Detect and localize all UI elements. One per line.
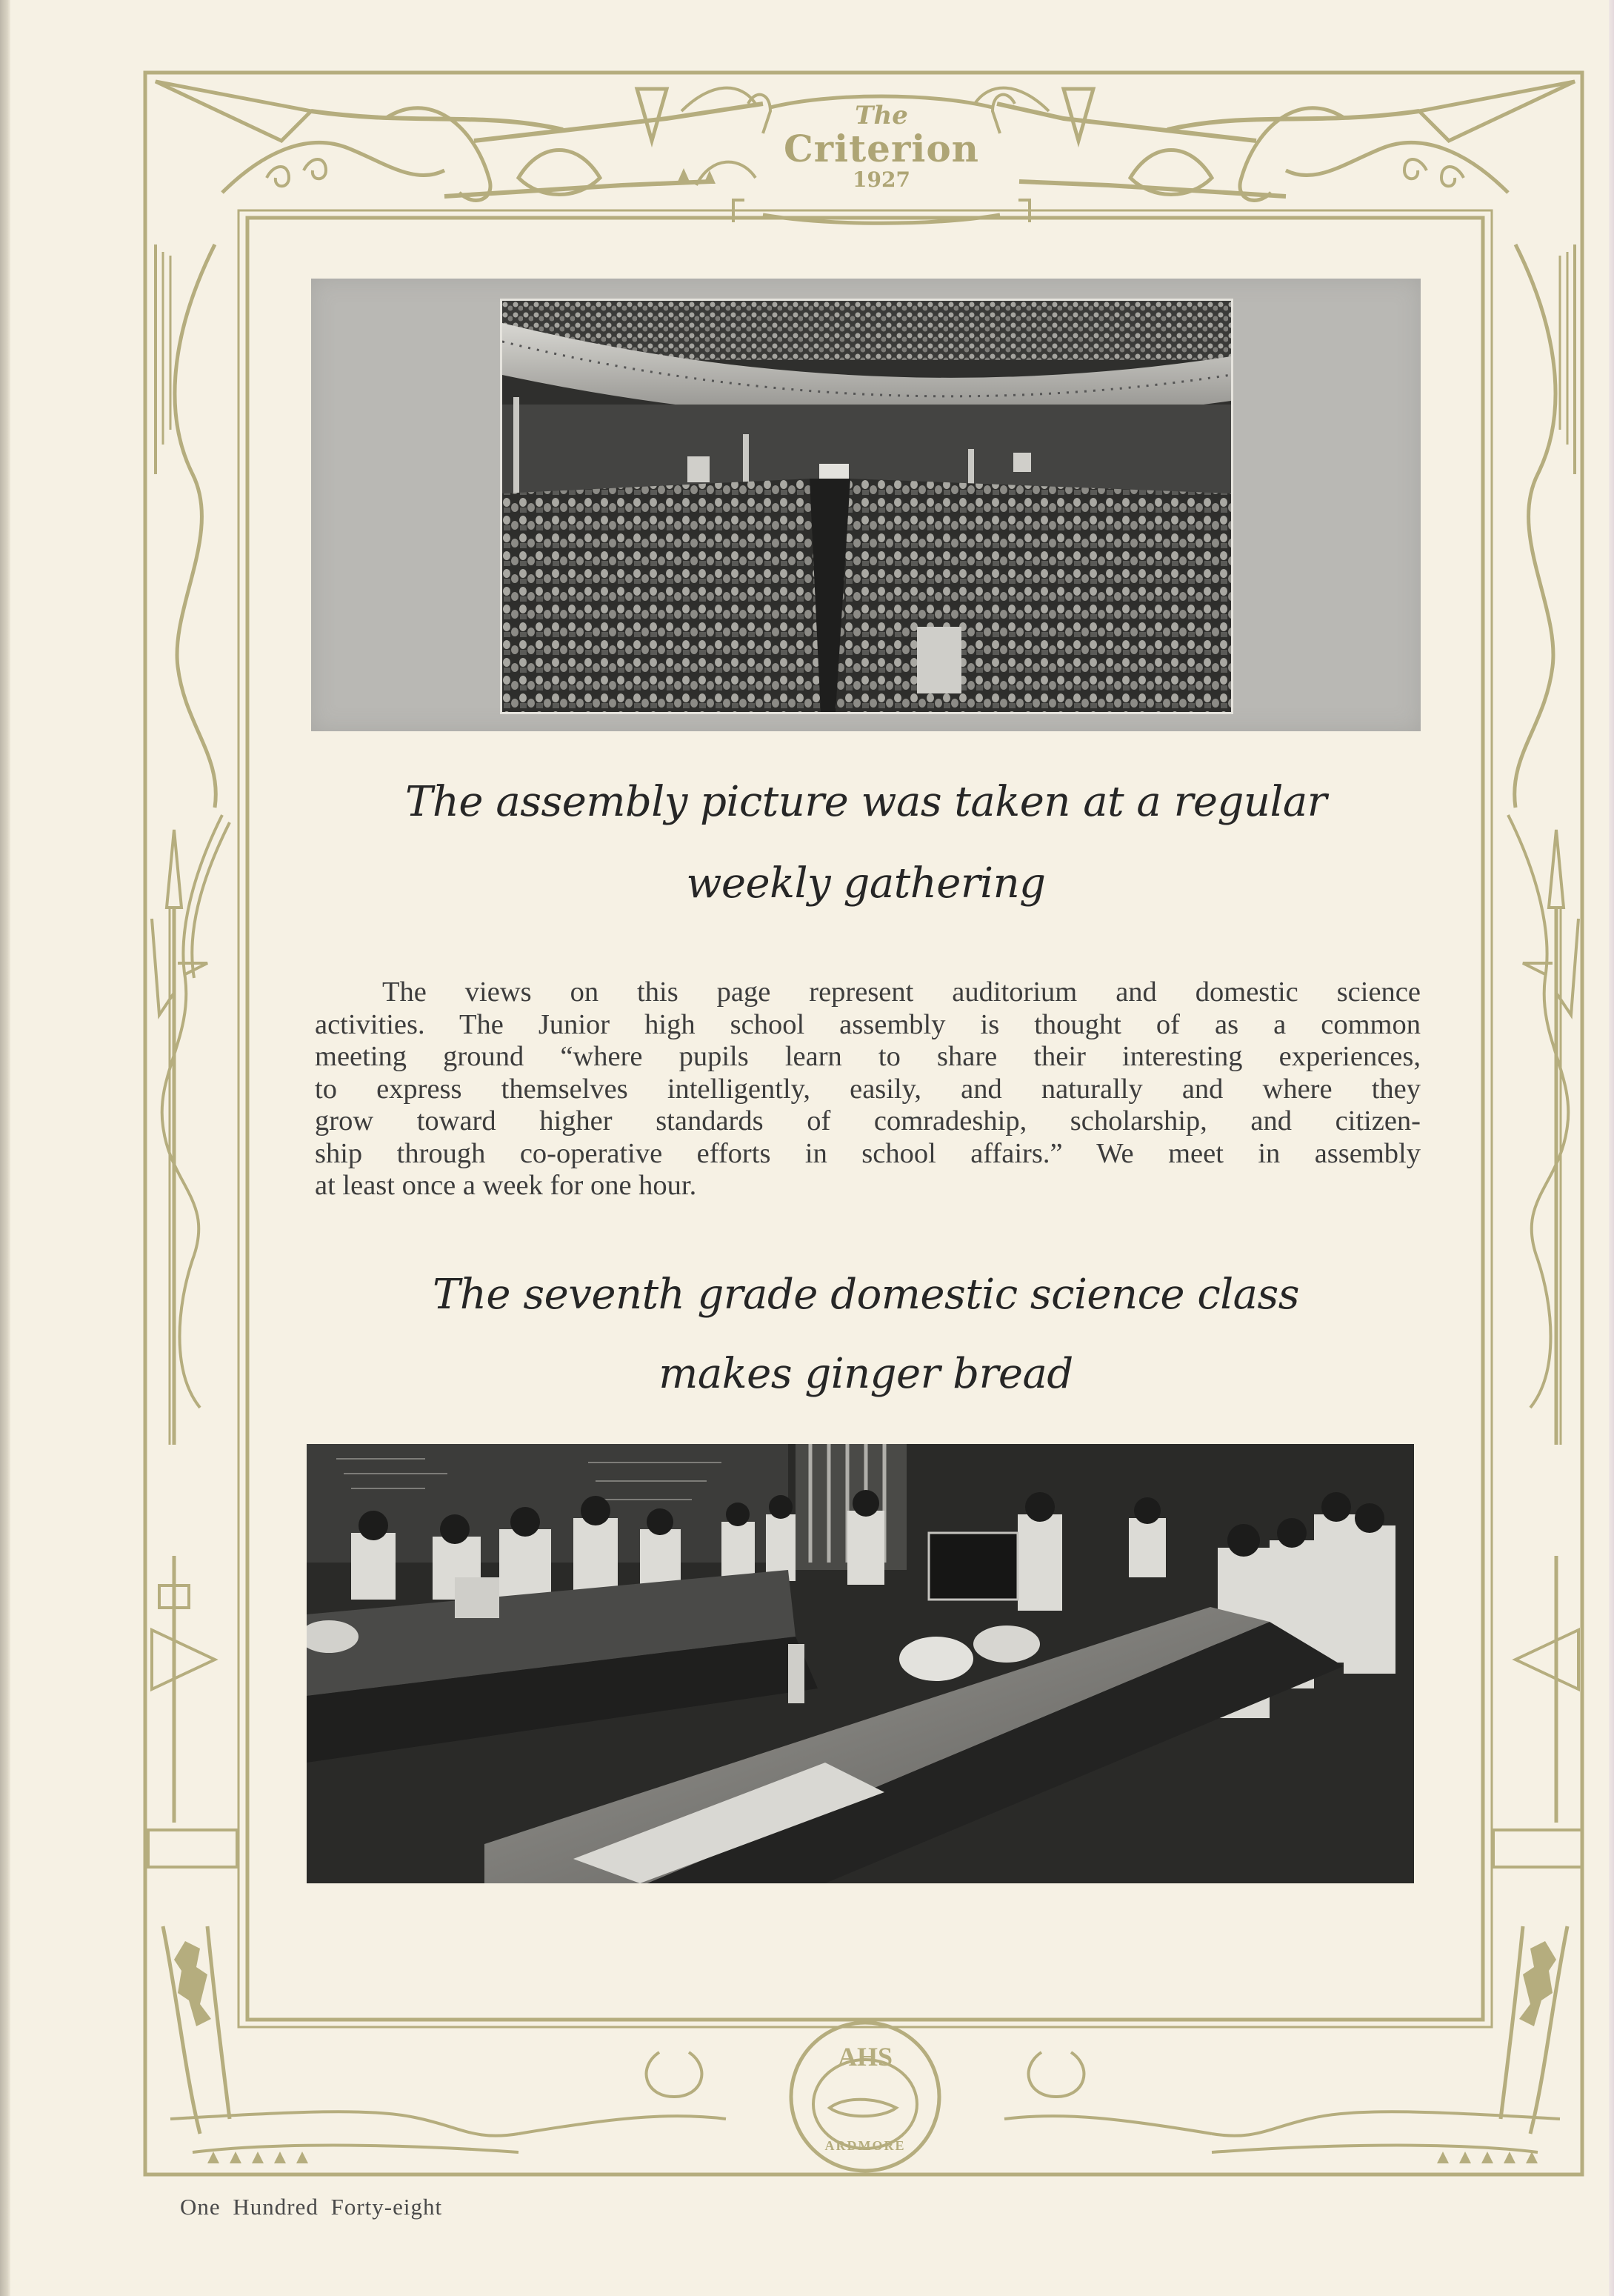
seal-monogram: AHS bbox=[837, 2042, 893, 2072]
body-line: to express themselves intelligently, easily, and naturally and where they bbox=[315, 1073, 1421, 1105]
body-line: ship through co-operative efforts in school affairs.” We meet in assembly bbox=[315, 1137, 1421, 1169]
domestic-caption-line-2: makes ginger bread bbox=[658, 1350, 1073, 1398]
assembly-caption-line-1: The assembly picture was taken at a regular bbox=[404, 778, 1327, 826]
left-border-pike-ornament bbox=[148, 244, 237, 2134]
body-paragraph bbox=[315, 976, 1421, 1202]
assembly-photo-image bbox=[502, 301, 1231, 712]
school-seal bbox=[791, 2023, 939, 2171]
domestic-science-photo bbox=[307, 1444, 1414, 1883]
bottom-ribbon-teeth bbox=[207, 2152, 1538, 2163]
top-right-ornament bbox=[975, 81, 1575, 200]
body-line: activities. The Junior high school assembly is thought of as a common bbox=[315, 1008, 1421, 1040]
assembly-caption-line-2: weekly gathering bbox=[686, 859, 1046, 908]
page-number: One Hundred Forty-eight bbox=[180, 2194, 443, 2220]
right-border-pike-ornament bbox=[1493, 244, 1582, 2134]
body-line: grow toward higher standards of comradeship, scholarship, and citizen- bbox=[315, 1105, 1421, 1137]
seal-motto: ARDMORE bbox=[824, 2138, 906, 2153]
body-line: The views on this page represent auditorium and domestic science bbox=[382, 976, 1421, 1008]
assembly-photo bbox=[500, 299, 1233, 714]
body-line: at least once a week for one hour. bbox=[315, 1170, 697, 1201]
domestic-science-photo-image bbox=[307, 1444, 1414, 1883]
masthead-prefix: The bbox=[855, 101, 908, 130]
domestic-caption-line-1: The seventh grade domestic science class bbox=[432, 1271, 1300, 1319]
masthead-title: Criterion bbox=[783, 127, 980, 170]
masthead-year: 1927 bbox=[853, 167, 910, 192]
masthead bbox=[756, 102, 1007, 191]
body-line: meeting ground “where pupils learn to share their interesting experiences, bbox=[315, 1041, 1421, 1072]
top-left-ornament bbox=[156, 81, 763, 200]
